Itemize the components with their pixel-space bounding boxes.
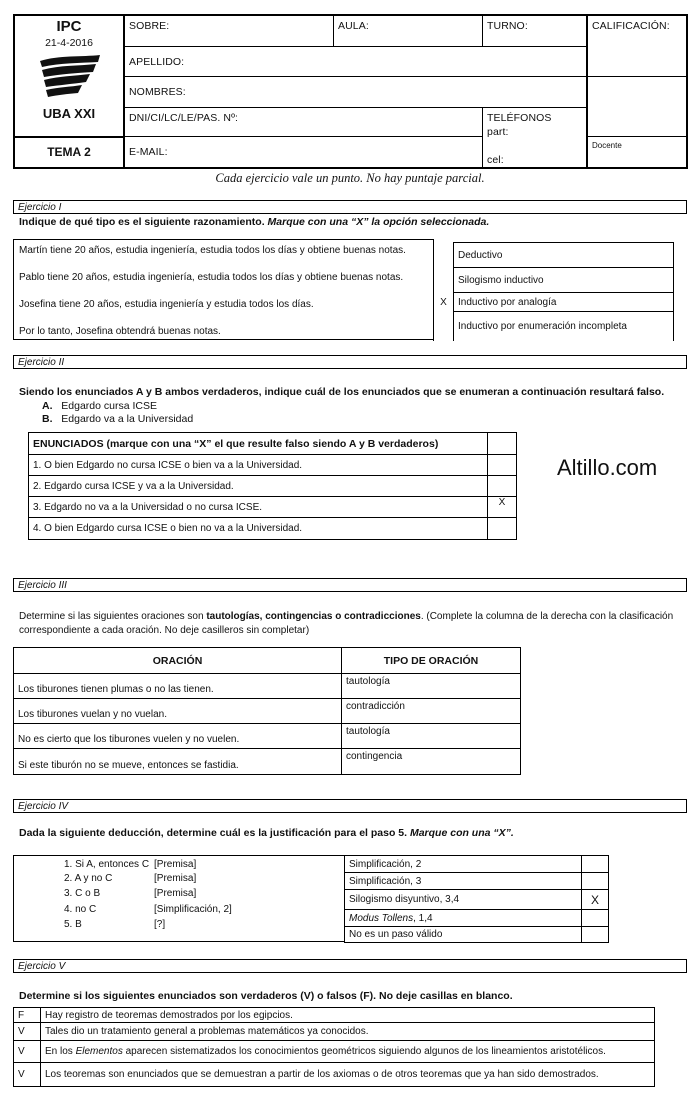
ej3-oracion-1: Los tiburones tienen plumas o no las tienen. — [14, 674, 342, 699]
ej4-title: Ejercicio IV — [13, 799, 687, 813]
ej5-vf-1[interactable]: F — [14, 1008, 41, 1023]
ej1-line-1: Martín tiene 20 años, estudia ingeniería, estudia todos los días y obtiene buenas notas. — [19, 245, 406, 256]
ej5-vf-3[interactable]: V — [14, 1041, 41, 1063]
nombres-field[interactable]: NOMBRES: — [124, 76, 587, 107]
ej4-instruction: Dada la siguiente deducción, determine cuál es la justificación para el paso 5. Marque con una “X”. — [19, 827, 514, 839]
ej3-oracion-3: No es cierto que los tiburones vuelen y no vuelen. — [14, 724, 342, 749]
ej1-line-2: Pablo tiene 20 años, estudia ingeniería, estudia todos los días y obtiene buenas notas. — [19, 272, 404, 283]
ej2-mark-1[interactable] — [488, 455, 517, 476]
ej1-title: Ejercicio I — [13, 200, 687, 214]
ej1-options-table — [433, 242, 674, 341]
ej2-row-3: 3. Edgardo no va a la Universidad o no cursa ICSE. — [29, 497, 488, 518]
ej4-option-4: Modus Tollens, 1,4 — [345, 910, 582, 927]
grade-box[interactable] — [587, 76, 687, 137]
ej4-mark-4[interactable] — [582, 910, 609, 927]
ej1-option-4: Inductivo por enumeración incompleta — [454, 312, 674, 341]
ej1-argument — [13, 239, 434, 340]
ej3-oracion-2: Los tiburones vuelan y no vuelan. — [14, 699, 342, 724]
ej4-step-5: 5. B [?] — [64, 919, 166, 930]
ej2-mark-2[interactable] — [488, 476, 517, 497]
ej5-title: Ejercicio V — [13, 959, 687, 973]
calificacion-field[interactable]: CALIFICACIÓN: — [587, 15, 687, 76]
docente-field[interactable]: Docente — [587, 137, 687, 168]
ej2-title: Ejercicio II — [13, 355, 687, 369]
ej4-step-3: 3. C o B [Premisa] — [64, 888, 197, 899]
ej3-table — [13, 647, 521, 775]
ej4-deduction — [13, 855, 344, 942]
ej1-option-mark-3[interactable]: X — [434, 293, 454, 312]
ej3-col-oracion: ORACIÓN — [14, 648, 342, 674]
ej2-premise-a: A. Edgardo cursa ICSE — [42, 400, 157, 412]
ej2-mark-3[interactable]: X — [488, 497, 517, 518]
ej1-option-mark-4[interactable] — [434, 312, 454, 341]
ej1-option-mark-1[interactable] — [434, 243, 454, 268]
ej4-step-1: 1. Si A, entonces C [Premisa] — [64, 859, 197, 870]
ej4-option-1: Simplificación, 2 — [345, 856, 582, 873]
ej3-tipo-1[interactable]: tautología — [342, 674, 521, 699]
tema-label: TEMA 2 — [14, 137, 124, 168]
ej4-option-3: Silogismo disyuntivo, 3,4 — [345, 890, 582, 910]
ej2-table — [28, 432, 517, 540]
watermark: Altillo.com — [557, 455, 658, 480]
ej3-tipo-2[interactable]: contradicción — [342, 699, 521, 724]
exam-date: 21-4-2016 — [45, 37, 93, 49]
ej1-instruction: Indique de qué tipo es el siguiente razonamiento. Marque con una “X” la opción seleccionada. — [19, 216, 490, 228]
ej4-step-4: 4. no C [Simplificación, 2] — [64, 904, 232, 915]
course-name: IPC — [56, 18, 82, 35]
header-note: Cada ejercicio vale un punto. No hay puntaje parcial. — [215, 171, 485, 185]
ej1-option-3: Inductivo por analogía — [454, 293, 674, 312]
ej4-mark-2[interactable] — [582, 873, 609, 890]
ej3-oracion-4: Si este tiburón no se mueve, entonces se fastidia. — [14, 749, 342, 775]
ej4-option-5: No es un paso válido — [345, 927, 582, 943]
sobre-field[interactable]: SOBRE: — [124, 15, 334, 47]
ej2-row-1: 1. O bien Edgardo no cursa ICSE o bien va a la Universidad. — [29, 455, 488, 476]
ej1-option-2: Silogismo inductivo — [454, 268, 674, 293]
ej5-row-2: Tales dio un tratamiento general a problemas matemáticos ya conocidos. — [41, 1023, 655, 1041]
email-field[interactable]: E-MAIL: — [124, 137, 483, 168]
ej4-mark-3[interactable]: X — [582, 890, 609, 910]
ej4-option-2: Simplificación, 3 — [345, 873, 582, 890]
logo-cell — [14, 15, 124, 137]
ej2-instruction: Siendo los enunciados A y B ambos verdaderos, indique cuál de los enunciados que se enumeran a continuación resultará falso. — [19, 386, 665, 398]
ej1-line-3: Josefina tiene 20 años, estudia ingeniería y estudia todos los días. — [19, 299, 314, 310]
aula-field[interactable]: AULA: — [334, 15, 483, 47]
ej2-premise-b: B. Edgardo va a la Universidad — [42, 413, 194, 425]
turno-field[interactable]: TURNO: — [483, 15, 588, 47]
ej3-tipo-3[interactable]: tautología — [342, 724, 521, 749]
ej4-options-table — [344, 855, 609, 943]
ej5-table — [13, 1007, 655, 1087]
ej1-line-4: Por lo tanto, Josefina obtendrá buenas notas. — [19, 326, 221, 337]
ej3-col-tipo: TIPO DE ORACIÓN — [342, 648, 521, 674]
ej4-step-2: 2. A y no C [Premisa] — [64, 873, 197, 884]
ej3-instruction: Determine si las siguientes oraciones son tautologías, contingencias o contradicciones. (Complete la columna de la derecha con la clasificación correspondiente a cada oración. No deje casilleros sin completar) — [19, 611, 674, 636]
ej5-row-3: En los Elementos aparecen sistematizados los conocimientos geométricos siguiendo algunos de los lineamientos aristotélicos. — [41, 1041, 655, 1063]
ej2-row-2: 2. Edgardo cursa ICSE y va a la Universidad. — [29, 476, 488, 497]
uba-logo-icon — [34, 53, 104, 99]
ej5-instruction: Determine si los siguientes enunciados son verdaderos (V) o falsos (F). No deje casillas en blanco. — [19, 990, 513, 1002]
ej5-vf-2[interactable]: V — [14, 1023, 41, 1041]
apellido-field[interactable]: APELLIDO: — [124, 47, 587, 77]
ej5-vf-4[interactable]: V — [14, 1063, 41, 1087]
ej5-row-4: Los teoremas son enunciados que se demuestran a partir de los axiomas o de otros teoremas que ya han sido demostrados. — [41, 1063, 655, 1087]
dni-field[interactable]: DNI/CI/LC/LE/PAS. Nº: — [124, 107, 483, 137]
ej3-title: Ejercicio III — [13, 578, 687, 592]
brand-label: UBA XXI — [42, 106, 96, 121]
ej4-mark-5[interactable] — [582, 927, 609, 943]
ej2-row-4: 4. O bien Edgardo cursa ICSE o bien no va a la Universidad. — [29, 518, 488, 540]
ej3-tipo-4[interactable]: contingencia — [342, 749, 521, 775]
ej1-option-1: Deductivo — [454, 243, 674, 268]
telefonos-field[interactable]: TELÉFONOS part: cel: — [487, 111, 552, 166]
ej4-mark-1[interactable] — [582, 856, 609, 873]
header-table — [13, 14, 688, 169]
ej5-row-1: Hay registro de teoremas demostrados por los egipcios. — [41, 1008, 655, 1023]
ej2-mark-4[interactable] — [488, 518, 517, 540]
ej2-table-header: ENUNCIADOS (marque con una “X” el que resulte falso siendo A y B verdaderos) — [29, 433, 488, 455]
ej1-option-mark-2[interactable] — [434, 268, 454, 293]
